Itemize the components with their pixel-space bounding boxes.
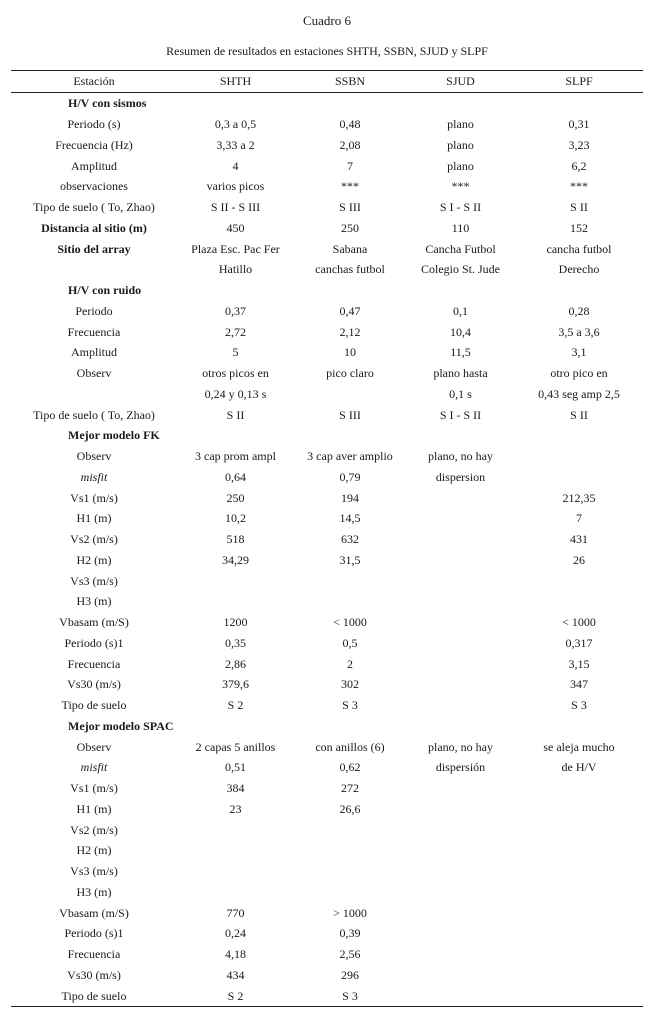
- table-cell: [177, 570, 294, 591]
- table-cell: [406, 819, 515, 840]
- table-cell: [406, 799, 515, 820]
- table-cell: 0,62: [339, 760, 361, 775]
- table-row: [11, 695, 643, 716]
- table-cell: S 2: [227, 698, 244, 713]
- table-cell: [177, 882, 294, 903]
- table-row: [11, 321, 643, 342]
- table-row: [11, 840, 643, 861]
- table-cell: 10,4: [450, 324, 471, 339]
- table-cell: 6,2: [571, 158, 587, 173]
- table-cell: 2,56: [339, 947, 361, 962]
- row-label-cell: H3 (m): [76, 884, 112, 899]
- table-cell: > 1000: [333, 905, 367, 920]
- table-row: [11, 467, 643, 488]
- row-label-cell: H1 (m): [76, 801, 112, 816]
- table-cell: < 1000: [333, 615, 367, 630]
- row-label-cell: Periodo (s)1: [64, 926, 124, 941]
- table-cell: 2,86: [225, 656, 246, 671]
- table-row: [11, 736, 643, 757]
- table-cell: plano: [447, 117, 474, 132]
- table-cell: 4: [232, 158, 239, 173]
- table-row: [11, 799, 643, 820]
- table-cell: S 3: [342, 698, 358, 713]
- table-cell: plano hasta: [433, 366, 488, 381]
- table-cell: 3,23: [568, 137, 590, 152]
- table-row: [11, 259, 643, 280]
- table-row: [11, 944, 643, 965]
- table-cell: 3 cap prom ampl: [195, 449, 276, 464]
- header-cell-ssbn: SSBN: [334, 74, 366, 88]
- table-cell: 26,6: [339, 801, 361, 816]
- table-cell: plano: [447, 137, 474, 152]
- row-label-cell: Sitio del array: [57, 241, 131, 256]
- table-row: [11, 384, 643, 405]
- row-label-cell: Periodo (s)1: [64, 635, 124, 650]
- table-cell: 0,3 a 0,5: [214, 117, 257, 132]
- row-label-cell: misfit: [80, 760, 108, 775]
- table-cell: Hatillo: [218, 262, 253, 277]
- table-cell: 194: [341, 490, 359, 505]
- table-cell: [177, 819, 294, 840]
- table-cell: [515, 882, 643, 903]
- table-cell: [294, 570, 406, 591]
- table-cell: [406, 965, 515, 986]
- row-label-cell: Vs3 (m/s): [70, 573, 118, 588]
- table-cell: [515, 819, 643, 840]
- table-cell: [406, 674, 515, 695]
- table-row: [11, 985, 643, 1006]
- table-cell: 0,31: [568, 117, 590, 132]
- row-label-cell: Vs3 (m/s): [70, 864, 118, 879]
- table-cell: 0,24: [225, 926, 246, 941]
- table-row: [11, 529, 643, 550]
- table-cell: 450: [226, 220, 245, 235]
- table-cell: [406, 902, 515, 923]
- table-cell: 0,79: [339, 469, 361, 484]
- table-cell: [294, 384, 406, 405]
- table-cell: 0,43 seg amp 2,5: [538, 386, 620, 401]
- table-cell: Derecho: [558, 262, 600, 277]
- row-label-cell: Amplitud: [70, 345, 117, 360]
- table-cell: 272: [341, 781, 359, 796]
- table-row: [11, 218, 643, 239]
- table-row: [11, 197, 643, 218]
- table-cell: 384: [226, 781, 245, 796]
- table-row: [11, 155, 643, 176]
- table-row: [11, 301, 643, 322]
- table-cell: 10,2: [225, 511, 246, 526]
- table-header: [11, 71, 643, 93]
- table-cell: [515, 944, 643, 965]
- table-cell: 0,1 s: [449, 386, 472, 401]
- table-cell: 2,72: [225, 324, 246, 339]
- table-row: [11, 757, 643, 778]
- row-label-cell: Observ: [76, 366, 112, 381]
- table-cell: [177, 840, 294, 861]
- table-cell: 1200: [223, 615, 248, 630]
- table-cell: plano, no hay: [428, 739, 493, 754]
- table-row: [11, 861, 643, 882]
- table-cell: 110: [451, 220, 470, 235]
- table-cell: [406, 778, 515, 799]
- table-cell: 26: [573, 552, 585, 567]
- table-cell: S 3: [342, 988, 358, 1003]
- table-cell: [177, 591, 294, 612]
- table-cell: Sabana: [332, 241, 368, 256]
- row-label-cell: Frecuencia: [67, 656, 121, 671]
- table-cell: 0,24 y 0,13 s: [204, 386, 267, 401]
- table-cell: otros picos en: [202, 366, 269, 381]
- row-label-cell: Tipo de suelo ( To, Zhao): [33, 407, 155, 422]
- table-cell: [406, 591, 515, 612]
- table-caption-title: Cuadro 6: [302, 13, 352, 28]
- section-heading: Mejor modelo FK: [68, 428, 160, 443]
- table-cell: Plaza Esc. Pac Fer: [191, 241, 280, 256]
- table-cell: [294, 882, 406, 903]
- table-cell: S 2: [227, 988, 244, 1003]
- table-cell: [515, 591, 643, 612]
- table-cell: 3,33 a 2: [216, 137, 255, 152]
- table-row: [11, 363, 643, 384]
- table-cell: pico claro: [326, 366, 374, 381]
- table-cell: 2,08: [339, 137, 361, 152]
- table-cell: 0,64: [225, 469, 246, 484]
- row-label-cell: Observ: [76, 449, 112, 464]
- table-caption-subtitle: Resumen de resultados en estaciones SHTH, SSBN, SJUD y SLPF: [166, 44, 488, 58]
- table-cell: [406, 633, 515, 654]
- row-label-cell: Vs1 (m/s): [70, 781, 118, 796]
- row-label-cell: Tipo de suelo: [61, 698, 127, 713]
- table-row: [11, 819, 643, 840]
- table-row: [11, 674, 643, 695]
- table-row: [11, 176, 643, 197]
- row-label-cell: observaciones: [60, 179, 128, 194]
- table-cell: Cancha Futbol: [425, 241, 496, 256]
- row-label-cell: Vs30 (m/s): [67, 677, 121, 692]
- row-label-cell: Periodo: [75, 303, 113, 318]
- table-cell: 11,5: [450, 345, 471, 360]
- table-cell: plano: [447, 158, 474, 173]
- table-row: [11, 550, 643, 571]
- table-cell: S II - S III: [210, 200, 261, 215]
- row-label-cell: Vs2 (m/s): [70, 822, 118, 837]
- row-label-cell: [11, 384, 177, 405]
- header-cell-shth: SHTH: [219, 74, 252, 88]
- table-cell: 0,48: [339, 117, 361, 132]
- table-cell: S III: [339, 407, 361, 422]
- table-row: [11, 965, 643, 986]
- table-cell: dispersion: [435, 469, 486, 484]
- table-cell: S III: [339, 200, 361, 215]
- table-row: [11, 591, 643, 612]
- table-cell: dispersión: [435, 760, 486, 775]
- row-label-cell: Observ: [76, 739, 112, 754]
- table-row: [11, 446, 643, 467]
- table-cell: [515, 861, 643, 882]
- row-label-cell: Tipo de suelo: [61, 988, 127, 1003]
- table-cell: 3,5 a 3,6: [558, 324, 600, 339]
- table-row: [11, 570, 643, 591]
- table-cell: 632: [341, 532, 359, 547]
- table-cell: 296: [341, 967, 359, 982]
- table-cell: [406, 508, 515, 529]
- table-section-row: [11, 280, 643, 301]
- table-cell: [406, 550, 515, 571]
- row-label-cell: H2 (m): [76, 552, 112, 567]
- table-row: [11, 342, 643, 363]
- table-row: [11, 778, 643, 799]
- table-cell: canchas futbol: [315, 262, 385, 277]
- table-cell: [515, 923, 643, 944]
- table-cell: < 1000: [562, 615, 596, 630]
- table-cell: 0,35: [225, 635, 246, 650]
- table-cell: [406, 529, 515, 550]
- table-cell: 7: [576, 511, 582, 526]
- table-row: [11, 653, 643, 674]
- table-section-row: [11, 716, 643, 737]
- table-cell: [515, 902, 643, 923]
- table-cell: 3 cap aver amplio: [307, 449, 393, 464]
- table-cell: otro pico en: [550, 366, 608, 381]
- table-cell: [406, 612, 515, 633]
- table-row: [11, 135, 643, 156]
- table-cell: [515, 965, 643, 986]
- table-cell: 10: [344, 345, 356, 360]
- table-row: [11, 633, 643, 654]
- table-row: [11, 508, 643, 529]
- row-label-cell: Frecuencia: [67, 324, 121, 339]
- table-cell: Colegio St. Jude: [420, 262, 500, 277]
- row-label-cell: [11, 259, 177, 280]
- table-cell: 2,12: [339, 324, 361, 339]
- table-cell: ***: [570, 179, 588, 194]
- row-label-cell: Vs30 (m/s): [67, 967, 121, 982]
- table-cell: 3,15: [568, 656, 590, 671]
- row-label-cell: Vs2 (m/s): [70, 532, 118, 547]
- table-cell: 2: [347, 656, 353, 671]
- table-cell: [177, 861, 294, 882]
- row-label-cell: Frecuencia: [67, 947, 121, 962]
- table-row: [11, 882, 643, 903]
- table-row: [11, 487, 643, 508]
- header-cell-sjud: SJUD: [446, 74, 475, 88]
- table-cell: 3,1: [571, 345, 587, 360]
- table-row: [11, 114, 643, 135]
- table-cell: 434: [226, 967, 245, 982]
- table-cell: 0,317: [565, 635, 593, 650]
- table-cell: 4,18: [225, 947, 246, 962]
- row-label-cell: H1 (m): [76, 511, 112, 526]
- table-cell: [515, 985, 643, 1006]
- table-cell: plano, no hay: [428, 449, 493, 464]
- table-cell: de H/V: [561, 760, 597, 775]
- header-cell-station: Estación: [73, 74, 115, 88]
- table-cell: 0,28: [568, 303, 590, 318]
- table-cell: 31,5: [339, 552, 361, 567]
- row-label-cell: H2 (m): [76, 843, 112, 858]
- table-cell: 0,37: [225, 303, 246, 318]
- table-cell: 250: [341, 220, 359, 235]
- table-cell: 518: [226, 532, 245, 547]
- table-body: [11, 93, 643, 1007]
- table-cell: ***: [341, 179, 359, 194]
- table-cell: [406, 944, 515, 965]
- table-cell: 7: [347, 158, 353, 173]
- header-cell-slpf: SLPF: [565, 74, 593, 88]
- table-cell: 0,47: [339, 303, 361, 318]
- table-cell: [294, 591, 406, 612]
- table-cell: 34,29: [222, 552, 249, 567]
- table-cell: S II: [570, 200, 588, 215]
- row-label-cell: Frecuencia (Hz): [55, 137, 133, 152]
- table-cell: [294, 861, 406, 882]
- table-cell: 379,6: [222, 677, 249, 692]
- table-cell: [294, 840, 406, 861]
- section-heading: Mejor modelo SPAC: [68, 718, 174, 733]
- table-cell: [406, 923, 515, 944]
- row-label-cell: Periodo (s): [67, 117, 121, 132]
- table-cell: 431: [570, 532, 588, 547]
- table-cell: [515, 570, 643, 591]
- row-label-cell: Vs1 (m/s): [70, 490, 118, 505]
- table-cell: ***: [451, 179, 470, 194]
- table-cell: 0,51: [225, 760, 246, 775]
- table-cell: [406, 882, 515, 903]
- table-section-row: [11, 93, 643, 114]
- table-cell: [406, 695, 515, 716]
- table-cell: S 3: [571, 698, 587, 713]
- results-table: [11, 70, 643, 1007]
- table-cell: 347: [570, 677, 588, 692]
- row-label-cell: H3 (m): [76, 594, 112, 609]
- table-cell: con anillos (6): [315, 739, 385, 754]
- table-cell: [515, 467, 643, 488]
- table-row: [11, 238, 643, 259]
- table-cell: [406, 487, 515, 508]
- table-cell: 0,5: [342, 635, 358, 650]
- section-heading: H/V con ruido: [68, 283, 142, 298]
- header-row: [11, 71, 643, 93]
- table-cell: S I - S II: [439, 407, 482, 422]
- table-cell: [294, 819, 406, 840]
- row-label-cell: Vbasam (m/S): [59, 615, 129, 630]
- table-section-row: [11, 425, 643, 446]
- table-cell: [515, 799, 643, 820]
- table-cell: [515, 446, 643, 467]
- table-cell: [406, 570, 515, 591]
- table-cell: [406, 840, 515, 861]
- table-cell: 5: [232, 345, 239, 360]
- table-cell: [406, 653, 515, 674]
- table-cell: 2 capas 5 anillos: [195, 739, 276, 754]
- section-heading: H/V con sismos: [68, 96, 147, 111]
- row-label-cell: Distancia al sitio (m): [41, 220, 147, 235]
- table-row: [11, 612, 643, 633]
- table-cell: 152: [570, 220, 588, 235]
- table-cell: S II: [226, 407, 245, 422]
- table-cell: 0,39: [339, 926, 361, 941]
- table-cell: [406, 861, 515, 882]
- table-cell: [515, 840, 643, 861]
- row-label-cell: misfit: [80, 469, 108, 484]
- table-cell: 0,1: [453, 303, 468, 318]
- table-cell: 23: [229, 801, 242, 816]
- table-cell: S II: [570, 407, 588, 422]
- row-label-cell: Amplitud: [70, 158, 117, 173]
- table-cell: 770: [226, 905, 245, 920]
- row-label-cell: Vbasam (m/S): [59, 905, 129, 920]
- table-cell: S I - S II: [439, 200, 482, 215]
- row-label-cell: Tipo de suelo ( To, Zhao): [33, 200, 155, 215]
- table-cell: cancha futbol: [546, 241, 612, 256]
- table-cell: 250: [226, 490, 245, 505]
- table-row: [11, 902, 643, 923]
- table-cell: [515, 778, 643, 799]
- table-cell: 302: [341, 677, 359, 692]
- table-cell: 212,35: [562, 490, 596, 505]
- table-cell: 14,5: [339, 511, 361, 526]
- table-cell: [406, 985, 515, 1006]
- table-cell: varios picos: [206, 179, 265, 194]
- table-cell: se aleja mucho: [543, 739, 615, 754]
- table-row: [11, 923, 643, 944]
- table-row: [11, 404, 643, 425]
